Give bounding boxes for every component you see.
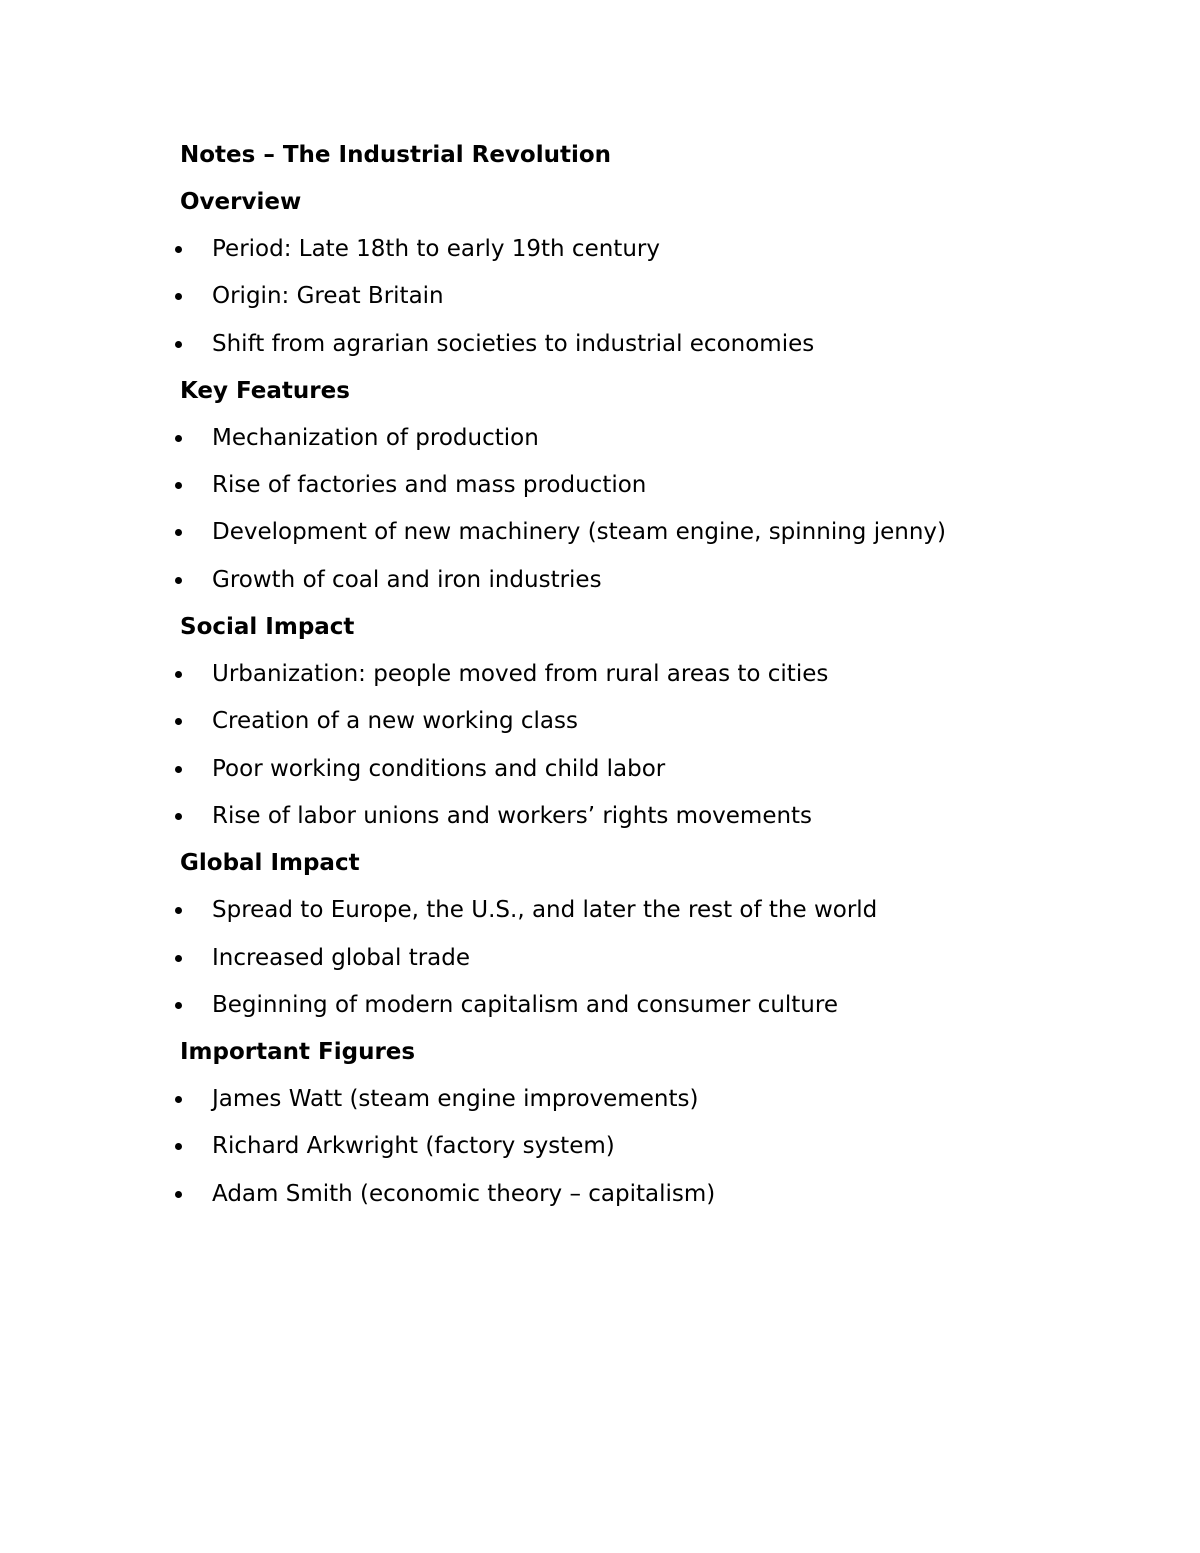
- bullet-icon: [175, 1096, 182, 1103]
- list-item-text: Period: Late 18th to early 19th century: [212, 236, 660, 262]
- list-item-text: Growth of coal and iron industries: [212, 566, 602, 593]
- section-heading: Important Figures: [180, 1039, 416, 1066]
- section-important-figures: [180, 1035, 1140, 1224]
- list-item-text: Urbanization: people moved from rural areas to cities: [212, 661, 829, 688]
- bullet-icon: [175, 1191, 182, 1198]
- bullet-list: [180, 232, 1140, 374]
- bullet-icon: [175, 1002, 182, 1009]
- list-item-text: Spread to Europe, the U.S., and later the rest of the world: [212, 897, 878, 924]
- list-item: [180, 563, 1140, 610]
- section-heading: Global Impact: [180, 850, 360, 877]
- bullet-icon: [175, 246, 182, 253]
- bullet-list: [180, 657, 1140, 846]
- section-heading: Overview: [180, 189, 302, 215]
- list-item: [180, 893, 1140, 940]
- list-item-text: Origin: Great Britain: [212, 283, 444, 310]
- list-item: [180, 421, 1140, 468]
- list-item: [180, 468, 1140, 515]
- bullet-icon: [175, 671, 182, 678]
- bullet-icon: [175, 955, 182, 962]
- document-page: [180, 138, 1140, 1224]
- section-heading: Key Features: [180, 377, 350, 404]
- list-item-text: Adam Smith (economic theory – capitalism): [212, 1180, 716, 1207]
- bullet-icon: [175, 482, 182, 489]
- bullet-icon: [175, 907, 182, 914]
- bullet-icon: [175, 435, 182, 442]
- list-item: [180, 941, 1140, 988]
- list-item-text: James Watt (steam engine improvements): [212, 1086, 699, 1113]
- section-global-impact: [180, 846, 1140, 1035]
- list-item-text: Poor working conditions and child labor: [212, 755, 666, 782]
- list-item-text: Creation of a new working class: [212, 708, 578, 735]
- list-item-text: Beginning of modern capitalism and consumer culture: [212, 991, 838, 1018]
- bullet-icon: [175, 529, 182, 536]
- bullet-icon: [175, 341, 182, 348]
- bullet-icon: [175, 718, 182, 725]
- section-social-impact: [180, 610, 1140, 846]
- bullet-icon: [175, 813, 182, 820]
- bullet-icon: [175, 1143, 182, 1150]
- list-item: [180, 704, 1140, 751]
- bullet-icon: [175, 293, 182, 300]
- list-item-text: Shift from agrarian societies to industrial economies: [212, 330, 815, 357]
- section-overview: [180, 185, 1140, 374]
- list-item-text: Rise of labor unions and workers’ rights movements: [212, 802, 813, 829]
- list-item: [180, 1177, 1140, 1224]
- bullet-icon: [175, 577, 182, 584]
- list-item: [180, 515, 1140, 562]
- list-item: [180, 279, 1140, 326]
- list-item: [180, 232, 1140, 279]
- section-heading: Social Impact: [180, 614, 355, 641]
- bullet-list: [180, 893, 1140, 1035]
- bullet-list: [180, 1082, 1140, 1224]
- list-item: [180, 327, 1140, 374]
- list-item-text: Richard Arkwright (factory system): [212, 1133, 615, 1160]
- list-item-text: Increased global trade: [212, 944, 471, 971]
- list-item-text: Development of new machinery (steam engine, spinning jenny): [212, 519, 946, 546]
- list-item: [180, 1129, 1140, 1176]
- document-title: Notes – The Industrial Revolution: [180, 142, 612, 168]
- bullet-list: [180, 421, 1140, 610]
- list-item-text: Mechanization of production: [212, 424, 539, 451]
- list-item: [180, 752, 1140, 799]
- bullet-icon: [175, 766, 182, 773]
- list-item: [180, 657, 1140, 704]
- list-item: [180, 1082, 1140, 1129]
- list-item: [180, 799, 1140, 846]
- section-key-features: [180, 374, 1140, 610]
- list-item-text: Rise of factories and mass production: [212, 472, 647, 499]
- list-item: [180, 988, 1140, 1035]
